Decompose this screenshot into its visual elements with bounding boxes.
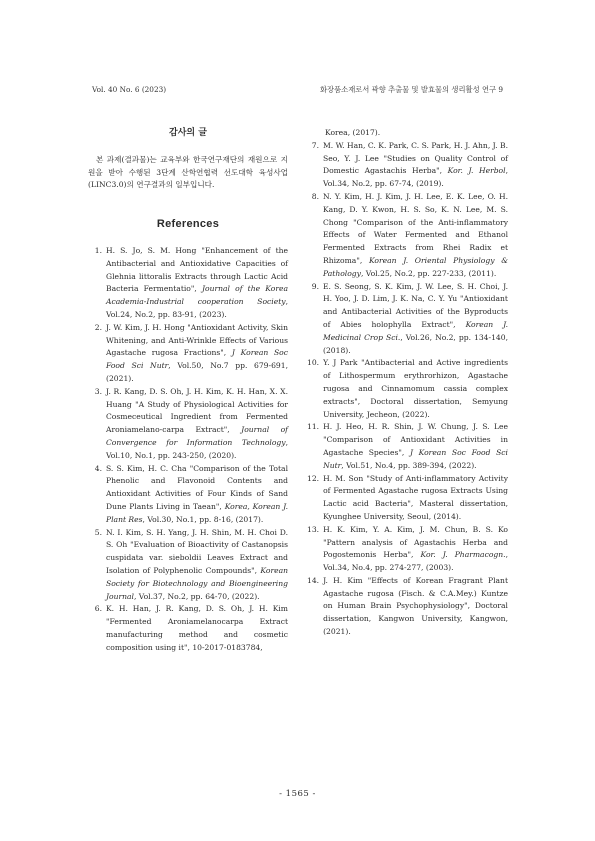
- reference-text: [323, 575, 508, 639]
- reference-authors-title: S. S. Kim, H. C. Cha "Comparison of the Total Phenolic and Flavonoid Contents and Antioxidant Activities of Four Kinds of Sand Dune Plants Living in Taean",: [106, 463, 288, 511]
- reference-number: 5.: [94, 527, 102, 537]
- page-number: - 1565 -: [279, 789, 316, 799]
- reference-item: [307, 524, 508, 575]
- references-title: References: [156, 218, 220, 231]
- reference-item: [88, 463, 288, 527]
- reference-item: [307, 191, 508, 281]
- reference-text: [323, 140, 508, 191]
- reference-authors-title: H. M. Son "Study of Anti-inflammatory Activity of Fermented Agastache rugosa Extracts Using Lactic acid Bacteria", Masteral dissertation, Kyunghee University, Seoul, (2014).: [323, 473, 508, 521]
- reference-authors-title: J. H. Kim "Effects of Korean Fragrant Plant Agastache rugosa (Fisch. & C.A.Mey.) Kuntze on Human Brain Psychophysiology", Doctoral dissertation, Kangwon University, Kangwon, (2021).: [323, 575, 508, 637]
- reference-volume-pages: , Vol.24, No.2, pp. 83-91, (2023).: [106, 297, 288, 319]
- reference-number: 1.: [94, 245, 102, 255]
- reference-text: [106, 322, 288, 386]
- reference-number: 14.: [307, 575, 320, 585]
- reference-authors-title: N. I. Kim, S. H. Yang, J. H. Shin, M. H. Choi D. S. Oh "Evaluation of Bioactivity of Castanopsis cuspidata var. sieboldii Leaves Extract and Isolation of Polyphenolic Compounds",: [106, 527, 288, 575]
- reference-authors-title: H. K. Kim, Y. A. Kim, J. M. Chun, B. S. Ko "Pattern analysis of Agastachis Herba and Pogostemonis Herba",: [323, 524, 508, 560]
- reference-number: 12.: [307, 473, 320, 483]
- reference-volume-pages: , Vol.10, No.1, pp. 243-250, (2020).: [106, 437, 288, 460]
- reference-journal: J Korean Soc Food Sci Nutr: [323, 447, 508, 470]
- reference-journal: Journal of the Korea Academia-Industrial cooperation Society: [106, 284, 288, 307]
- reference-text: [106, 603, 288, 654]
- right-column: [307, 127, 508, 639]
- reference-continuation: Korea, (2017).: [325, 128, 381, 137]
- reference-number: 11.: [307, 422, 320, 432]
- reference-item: [307, 281, 508, 358]
- reference-journal: Kor. J. Herbol: [447, 166, 506, 176]
- reference-authors-title: N. Y. Kim, H. J. Kim, J. H. Lee, E. K. Lee, O. H. Kang, D. Y. Kwon, H. S. So, K. N. Lee, M. S. Chong "Comparison of the Anti-inflammatory Effects of Water Fermented and Ethanol Fermented Extracts from Rhei Radix et Rhizoma",: [323, 191, 508, 265]
- reference-authors-title: K. H. Han, J. R. Kang, D. S. Oh, J. H. Kim "Fermented Aroniamelanocarpa Extract manufacturing method and cosmetic composition using it", 10-2017-0183784,: [106, 604, 288, 652]
- reference-text: [106, 386, 288, 463]
- running-header-title: 화장품소재로서 곽향 추출물 및 발효물의 생리활성 연구 9: [320, 85, 503, 94]
- reference-number: 9.: [311, 281, 319, 291]
- reference-list-left: [88, 245, 288, 655]
- reference-item: [307, 357, 508, 421]
- reference-volume-pages: , Vol.50, No.7 pp. 679-691, (2021).: [106, 361, 288, 383]
- reference-journal: Kor. J. Pharmacogn.: [420, 550, 506, 560]
- left-column: [88, 127, 288, 654]
- reference-item: [88, 245, 288, 322]
- acknowledgement-body: 본 과제(결과물)는 교육부와 한국연구재단의 재원으로 지원을 받아 수행된 3단계 산학연협력 선도대학 육성사업(LINC3.0)의 연구결과의 일부입니다.: [88, 154, 288, 190]
- reference-volume-pages: , Vol.51, No.4, pp. 389-394, (2022).: [341, 460, 477, 470]
- reference-journal: J Korean Soc Food Sci Nutr: [106, 348, 288, 371]
- reference-text: [106, 463, 288, 527]
- reference-item: [88, 386, 288, 463]
- reference-number: 10.: [307, 358, 320, 368]
- reference-number: 3.: [94, 386, 102, 396]
- reference-number: 7.: [311, 140, 319, 150]
- reference-item: [307, 575, 508, 639]
- reference-text: [106, 245, 288, 322]
- running-header-volume: Vol. 40 No. 6 (2023): [92, 85, 167, 94]
- reference-number: 6.: [94, 604, 102, 614]
- reference-text: [323, 357, 508, 421]
- reference-authors-title: E. S. Seong, S. K. Kim, J. W. Lee, S. H. Choi, J. H. Yoo, J. D. Lim, J. K. Na, C. Y. Yu "Antioxidant and Antibacterial Activities of the Byproducts of Abies holophylla Extract",: [323, 281, 508, 329]
- reference-journal: Journal of Convergence for Information Technology: [106, 425, 288, 447]
- reference-number: 8.: [311, 191, 319, 201]
- reference-item: [307, 421, 508, 472]
- reference-number: 4.: [94, 463, 102, 473]
- reference-list-right: [307, 140, 508, 639]
- reference-text: [323, 421, 508, 472]
- reference-item: [88, 527, 288, 604]
- reference-text: [323, 473, 508, 524]
- reference-authors-title: Y. J Park "Antibacterial and Active ingredients of Lithospermum erythrorhizon, Agastache rugosa and Cinnamomum cassia complex extracts", Doctoral dissertation, Semyung University, Jecheon, (2022).: [323, 358, 508, 419]
- reference-text: [323, 191, 508, 281]
- reference-number: 2.: [94, 322, 102, 332]
- reference-item: [88, 603, 288, 654]
- reference-text: [323, 281, 508, 358]
- reference-authors-title: H. S. Jo, S. M. Hong "Enhancement of the Antibacterial and Antioxidative Capacities of Glehnia littoralis Extracts through Lactic Acid Bacteria Fermentatio",: [106, 245, 288, 294]
- reference-volume-pages: , Vol.34, No.2, pp. 67-74, (2019).: [323, 166, 508, 189]
- reference-journal: Korean J. Oriental Physiology & Pathology: [323, 255, 508, 278]
- reference-volume-pages: , Vol.26, No.2, pp. 134-140, (2018).: [323, 332, 508, 355]
- reference-item: [88, 322, 288, 386]
- acknowledgement-title: 감사의 글: [169, 128, 207, 138]
- reference-volume-pages: , Vol.34, No.4, pp. 274-277, (2003).: [323, 550, 508, 573]
- reference-volume-pages: , Vol.25, No.2, pp. 227-233, (2011).: [360, 268, 497, 278]
- reference-item: [307, 473, 508, 524]
- reference-text: [106, 527, 288, 604]
- reference-journal: Korea, Korean J. Plant Res: [106, 501, 288, 524]
- reference-authors-title: J. W. Kim, J. H. Hong "Antioxidant Activity, Skin Whitening, and Anti-Wrinkle Effects of Various Agastache rugosa Fractions",: [106, 322, 288, 358]
- reference-text: [323, 524, 508, 575]
- reference-authors-title: H. J. Heo, H. R. Shin, J. W. Chung, J. S. Lee "Comparison of Antioxidant Activities in Agastache Species",: [323, 422, 508, 457]
- reference-journal: Korean J. Medicinal Crop Sci.: [323, 319, 508, 342]
- reference-journal: Korean Society for Biotechnology and Bioengineering Journal: [106, 565, 288, 601]
- reference-number: 13.: [307, 524, 320, 534]
- reference-authors-title: J. R. Kang, D. S. Oh, J. H. Kim, K. H. Han, X. X. Huang "A Study of Physiological Activities for Cosmeceutical Ingredient from Fermented Aroniamelano-carpa Extract",: [106, 386, 288, 435]
- reference-volume-pages: , Vol.30, No.1, pp. 8-16, (2017).: [142, 514, 264, 524]
- reference-volume-pages: , Vol.37, No.2, pp. 64-70, (2022).: [133, 591, 260, 601]
- reference-authors-title: M. W. Han, C. K. Park, C. S. Park, H. J. Ahn, J. B. Seo, Y. J. Lee "Studies on Quality Control of Domestic Agastachis Herba",: [323, 140, 508, 176]
- reference-item: [307, 140, 508, 191]
